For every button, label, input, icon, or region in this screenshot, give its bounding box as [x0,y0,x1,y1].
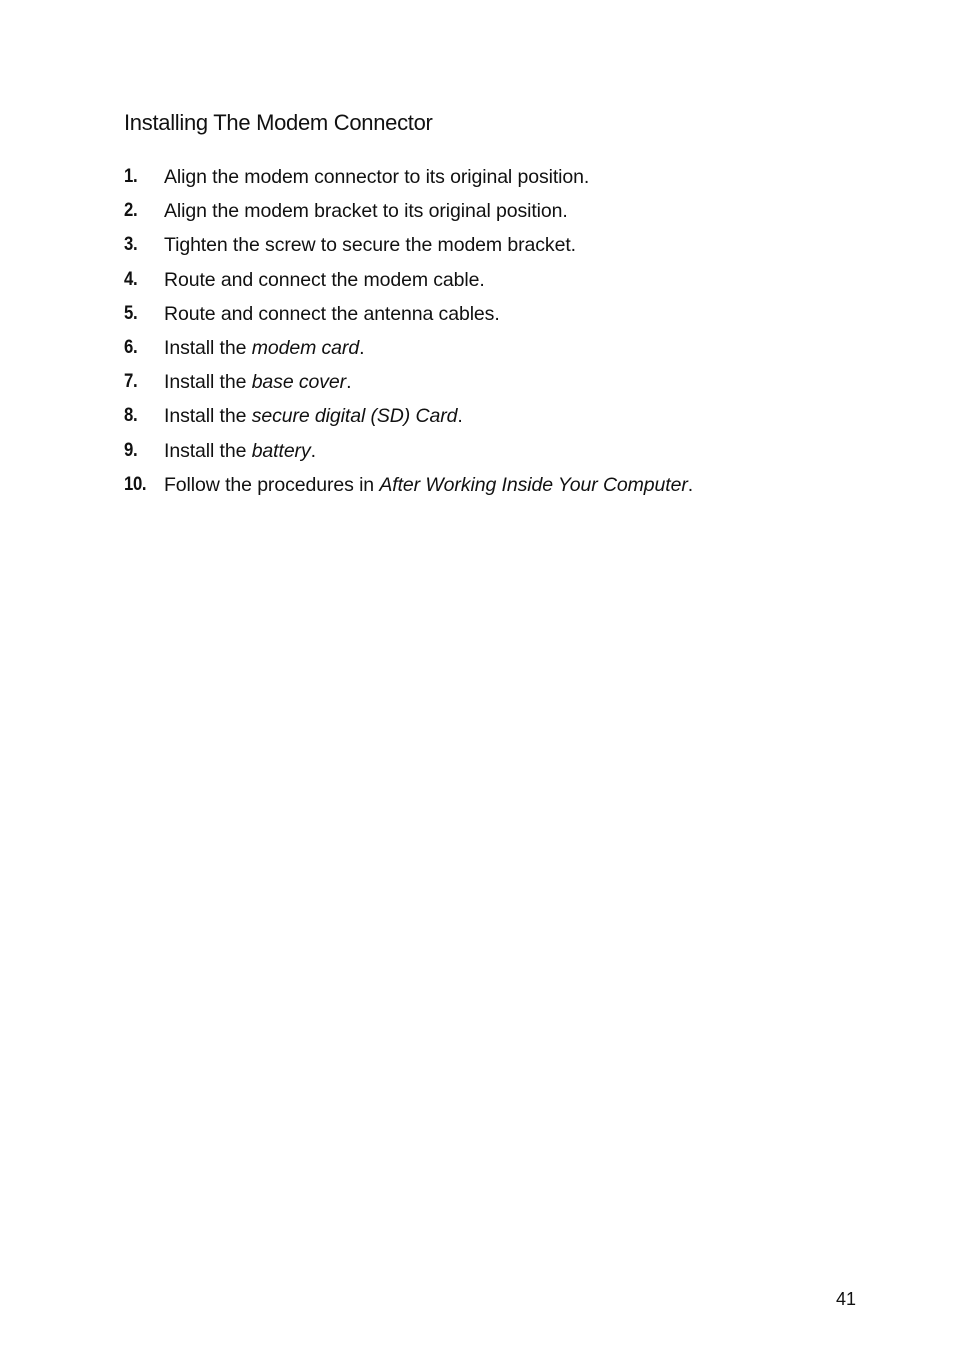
modem-card-link[interactable]: modem card [251,336,360,359]
list-item [124,365,884,399]
step-number: 2. [124,200,138,222]
sd-card-link[interactable]: secure digital (SD) Card [251,405,458,428]
step-number: 5. [124,302,138,324]
step-text: Follow the procedures in After Working Inside Your Computer. [164,473,694,496]
step-number: 7. [124,371,138,393]
step-text: Install the secure digital (SD) Card. [164,405,463,428]
step-number: 4. [124,268,138,290]
step-text: Route and connect the modem cable. [164,268,485,291]
page-number: 41 [836,1289,857,1309]
battery-link[interactable]: battery [251,439,311,462]
list-item [124,297,884,331]
list-item [124,399,884,433]
list-item [124,434,884,468]
step-number: 6. [124,336,138,358]
step-number: 9. [124,439,138,461]
step-text: Install the base cover. [164,371,352,394]
section-title: Installing The Modem Connector [124,110,433,135]
steps-list [124,160,884,502]
step-text: Align the modem bracket to its original position. [164,200,568,223]
step-text: Route and connect the antenna cables. [164,302,500,325]
step-number: 10. [124,473,147,495]
step-text: Align the modem connector to its original position. [164,166,590,188]
step-text: Tighten the screw to secure the modem bracket. [164,234,576,257]
step-number: 8. [124,405,138,427]
list-item [124,160,884,194]
step-text: Install the modem card. [164,336,365,359]
base-cover-link[interactable]: base cover [251,371,347,394]
step-number: 1. [124,166,138,187]
list-item [124,331,884,365]
list-item [124,194,884,228]
step-text: Install the battery. [164,439,316,462]
list-item [124,228,884,262]
list-item [124,468,884,502]
after-working-inside-link[interactable]: After Working Inside Your Computer [379,473,688,496]
list-item [124,263,884,297]
step-number: 3. [124,234,138,256]
